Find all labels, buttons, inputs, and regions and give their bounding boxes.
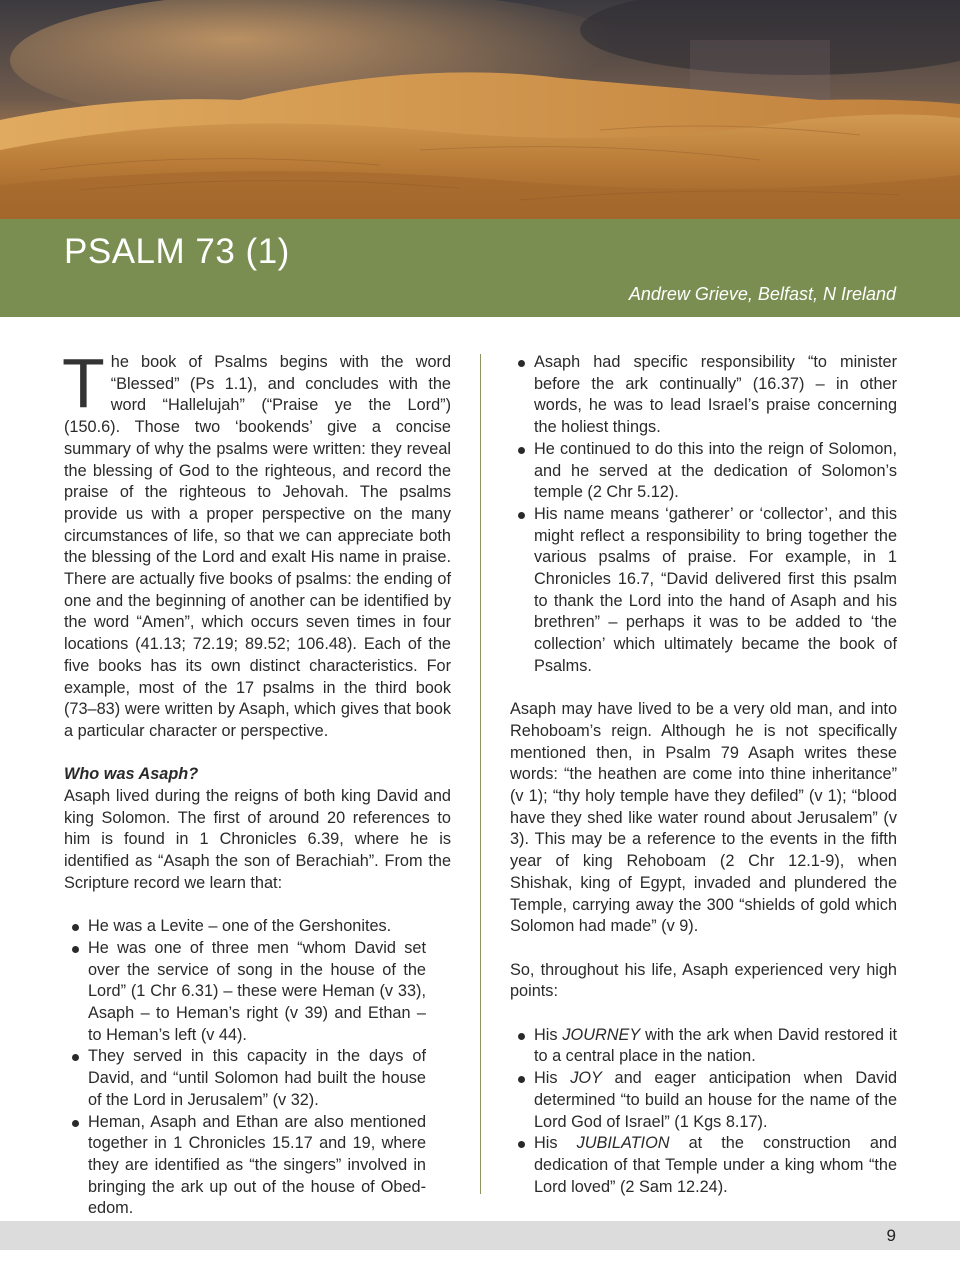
body-paragraph: Asaph may have lived to be a very old man, and into Rehoboam’s reign. Although he is not specifically mentioned then, in Psalm 79 Asaph writes these words: “the heathen are come into thine inheritance” (v 1); “thy holy temple have they defiled” (v 1); “blood have they shed like water round about Jerusalem” (v 3). This may be a reference to the events in the fifth year of king Rehoboam (2 Chr 12.1-9), when Shishak, king of Egypt, invaded and plundered the Temple, carrying away the 300 “shields of gold which Solomon had made” (v 9). — [510, 700, 897, 936]
bullet-icon — [518, 1076, 525, 1083]
list-item: They served in this capacity in the days of David, and “until Solomon had built the house of the Lord in Jerusalem” (v 32). — [64, 1046, 426, 1111]
page-title: PSALM 73 (1) — [64, 232, 290, 271]
list-item: His JOY and eager anticipation when David determined “to build an house for the name of the Lord God of Israel” (1 Kgs 8.17). — [510, 1068, 897, 1133]
list-item: Heman, Asaph and Ethan are also mentioned together in 1 Chronicles 15.17 and 19, where they are identified as “the singers” involved in bringing the ark up out of the house of Obed-edom. — [64, 1112, 426, 1221]
bullet-icon — [518, 1033, 525, 1040]
bullet-icon — [72, 924, 79, 931]
body-paragraph: So, throughout his life, Asaph experienced very high points: — [510, 960, 897, 1001]
hero-image — [0, 0, 960, 219]
intro-text: he book of Psalms begins with the word “Blessed” (Ps 1.1), and concludes with the word “Hallelujah” (“Praise ye the Lord”) (150.6). Those two ‘bookends’ give a concise summary of why the psalms were written: they reveal the blessing of God to the righteous, and record the praise of the righteous to Jehovah. The psalms provide us with a proper perspective on the many circumstances of life, so that we can appreciate both the blessing of the Lord and exalt His name in praise. There are actually five books of psalms: the ending of one and the beginning of another can be identified by the word “Amen”, which occurs seven times in four locations (41.13; 72.19; 89.52; 106.48). Each of the five books has its own distinct characteristics. For example, most of the 17 psalms in the third book (73–83) were written by Asaph, which gives that book a particular character or perspective. — [64, 353, 451, 740]
bullet-icon — [72, 1054, 79, 1061]
column-divider — [480, 354, 481, 1194]
body-paragraph: Asaph lived during the reigns of both king David and king Solomon. The first of around 20 references to him is found in 1 Chronicles 6.39, where he is identified as “Asaph the son of Berachiah”. From the Scripture record we learn that: — [64, 787, 451, 892]
bullet-icon — [518, 447, 525, 454]
bullet-icon — [518, 1141, 525, 1148]
list-item: His name means ‘gatherer’ or ‘collector’, and this might reflect a responsibility to bring together the various psalms of praise. For example, in 1 Chronicles 16.7, “David delivered first this psalm to thank the Lord into the hand of Asaph and his brethren” – perhaps it was to be added to ‘the collection’ which ultimately became the book of Psalms. — [510, 504, 897, 678]
drop-cap: T — [62, 344, 105, 422]
page-number: 9 — [886, 1226, 896, 1245]
list-item: He was one of three men “whom David set over the service of song in the house of the Lord” (1 Chr 6.31) – these were Heman (v 33), Asaph – to Heman’s right (v 39) and Ethan – to Heman’s left (v 44). — [64, 938, 426, 1047]
author-byline: Andrew Grieve, Belfast, N Ireland — [628, 284, 896, 304]
asaph-role-list — [510, 352, 897, 678]
list-item: His JUBILATION at the construction and dedication of that Temple under a king whom “the Lord loved” (2 Sam 12.24). — [510, 1133, 897, 1198]
list-item: He was a Levite – one of the Gershonites. — [64, 916, 426, 938]
bullet-icon — [72, 946, 79, 953]
asaph-facts-list — [64, 916, 426, 1220]
bullet-icon — [518, 512, 525, 519]
right-column — [510, 352, 897, 1198]
high-points-list — [510, 1025, 897, 1199]
list-item: His JOURNEY with the ark when David restored it to a central place in the nation. — [510, 1025, 897, 1068]
bullet-icon — [72, 1120, 79, 1127]
left-column — [62, 344, 451, 1220]
bullet-icon — [518, 360, 525, 367]
footer-bar — [0, 1221, 960, 1250]
list-item: Asaph had specific responsibility “to minister before the ark continually” (16.37) – in other words, he was to lead Israel’s praise concerning the holiest things. — [510, 352, 897, 439]
list-item: He continued to do this into the reign of Solomon, and he served at the dedication of Solomon’s temple (2 Chr 5.12). — [510, 439, 897, 504]
desert-dunes-storm-image — [0, 0, 960, 219]
section-heading: Who was Asaph? — [64, 765, 199, 784]
intro-paragraph — [62, 344, 451, 743]
